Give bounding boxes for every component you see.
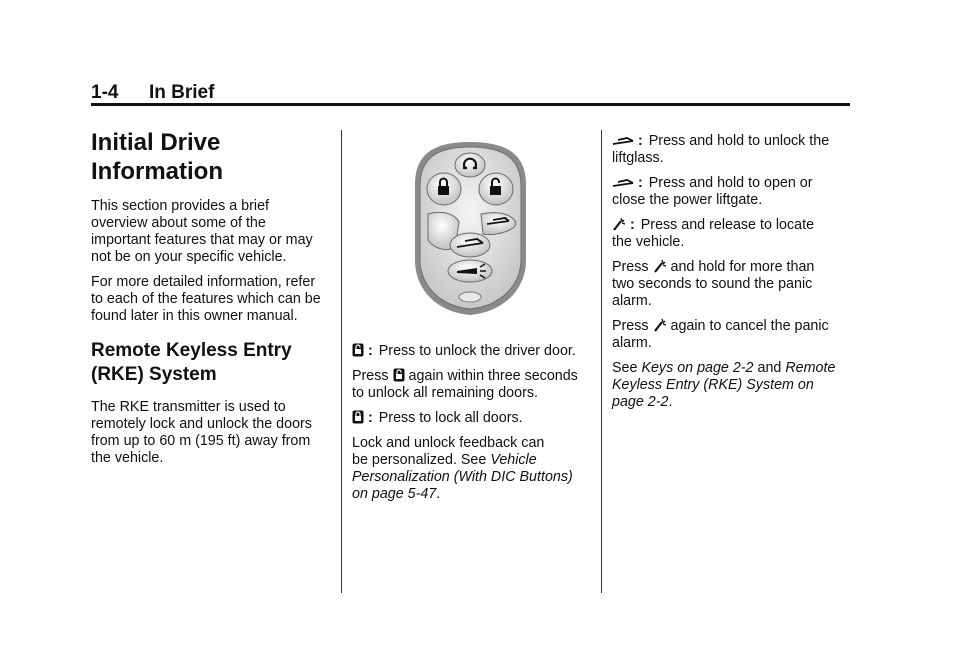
text-span: Press to unlock the driver door. xyxy=(378,343,576,359)
text-line: to each of the features which can be xyxy=(91,291,321,307)
colon: : xyxy=(638,175,643,191)
text-span: See xyxy=(612,360,638,376)
text-line: from up to 60 m (195 ft) away from xyxy=(91,433,311,449)
text-line: For more detailed information, refer xyxy=(91,274,316,290)
heading-rke-system xyxy=(91,339,336,387)
cross-reference-link[interactable]: Keys on page 2-2 xyxy=(641,360,754,376)
cross-reference-link[interactable]: page 2-2 xyxy=(612,394,669,410)
paragraph-rke xyxy=(91,399,336,467)
paragraph-intro xyxy=(91,198,336,266)
liftgate-description xyxy=(612,175,857,209)
cross-reference-link[interactable]: Remote xyxy=(785,360,836,376)
text-span: again within three seconds xyxy=(408,368,578,384)
text-line: not be on your specific vehicle. xyxy=(91,249,287,265)
key-fob-illustration xyxy=(413,140,528,323)
text-line: two seconds to sound the panic xyxy=(612,276,813,292)
vehicle-locator-icon xyxy=(653,318,667,332)
cancel-panic-description xyxy=(612,318,857,352)
text-line: important features that may or may xyxy=(91,232,313,248)
text-line: found later in this owner manual. xyxy=(91,308,298,324)
vehicle-locator-icon xyxy=(653,259,667,273)
heading-line: Remote Keyless Entry xyxy=(91,340,292,361)
text-line: the vehicle. xyxy=(91,450,164,466)
text-span: and xyxy=(757,360,782,376)
cross-reference-link[interactable]: on page 5-47 xyxy=(352,486,437,502)
lock-icon xyxy=(352,410,364,424)
text-span: Press xyxy=(612,259,649,275)
column-divider xyxy=(341,130,342,593)
text-line: liftglass. xyxy=(612,150,664,166)
text-line: to unlock all remaining doors. xyxy=(352,385,538,401)
page-number: 1-4 xyxy=(91,82,119,103)
column-divider xyxy=(601,130,602,593)
heading-initial-drive xyxy=(91,128,336,186)
text-line: Lock and unlock feedback can xyxy=(352,435,545,451)
text-span: Press to lock all doors. xyxy=(378,410,523,426)
text-span: . xyxy=(668,394,673,410)
cross-reference-link[interactable]: Personalization (With DIC Buttons) xyxy=(352,469,573,485)
text-span: Press xyxy=(612,318,649,334)
text-line: The RKE transmitter is used to xyxy=(91,399,286,415)
heading-line: Initial Drive xyxy=(91,129,221,156)
colon: : xyxy=(368,410,373,426)
heading-line: Information xyxy=(91,158,223,185)
column-2 xyxy=(352,343,597,511)
text-span: Press and hold to open or xyxy=(648,175,813,191)
liftgate-icon xyxy=(612,177,634,189)
colon: : xyxy=(638,133,643,149)
text-span: Press and hold to unlock the xyxy=(648,133,830,149)
section-title: In Brief xyxy=(149,82,215,103)
text-line: alarm. xyxy=(612,293,652,309)
column-3 xyxy=(612,133,857,419)
header-rule xyxy=(91,103,850,106)
liftglass-icon xyxy=(612,135,634,147)
unlock-icon xyxy=(393,368,405,382)
liftglass-description xyxy=(612,133,857,167)
unlock-icon xyxy=(352,343,364,357)
vehicle-locator-icon xyxy=(612,217,626,231)
locate-description xyxy=(612,217,857,251)
see-also xyxy=(612,360,857,411)
colon: : xyxy=(368,343,373,359)
cross-reference-link[interactable]: Keyless Entry (RKE) System on xyxy=(612,377,814,393)
panic-description xyxy=(612,259,857,310)
text-span: Press xyxy=(352,368,389,384)
cross-reference-link[interactable]: Vehicle xyxy=(490,452,537,468)
column-1 xyxy=(91,128,336,475)
paragraph-details xyxy=(91,274,336,325)
text-span: be personalized. See xyxy=(352,452,487,468)
text-line: This section provides a brief xyxy=(91,198,269,214)
feedback-description xyxy=(352,435,597,503)
text-span: . xyxy=(436,486,441,502)
text-span: again to cancel the panic xyxy=(670,318,829,334)
text-line: alarm. xyxy=(612,335,652,351)
header-title xyxy=(91,82,214,104)
text-span: Press and release to locate xyxy=(640,217,815,233)
text-line: the vehicle. xyxy=(612,234,685,250)
unlock-again-description xyxy=(352,368,597,402)
text-span: and hold for more than xyxy=(670,259,815,275)
unlock-description xyxy=(352,343,597,360)
heading-line: (RKE) System xyxy=(91,364,217,385)
colon: : xyxy=(630,217,635,233)
text-line: close the power liftgate. xyxy=(612,192,763,208)
text-line: overview about some of the xyxy=(91,215,266,231)
text-line: remotely lock and unlock the doors xyxy=(91,416,312,432)
lock-description xyxy=(352,410,597,427)
